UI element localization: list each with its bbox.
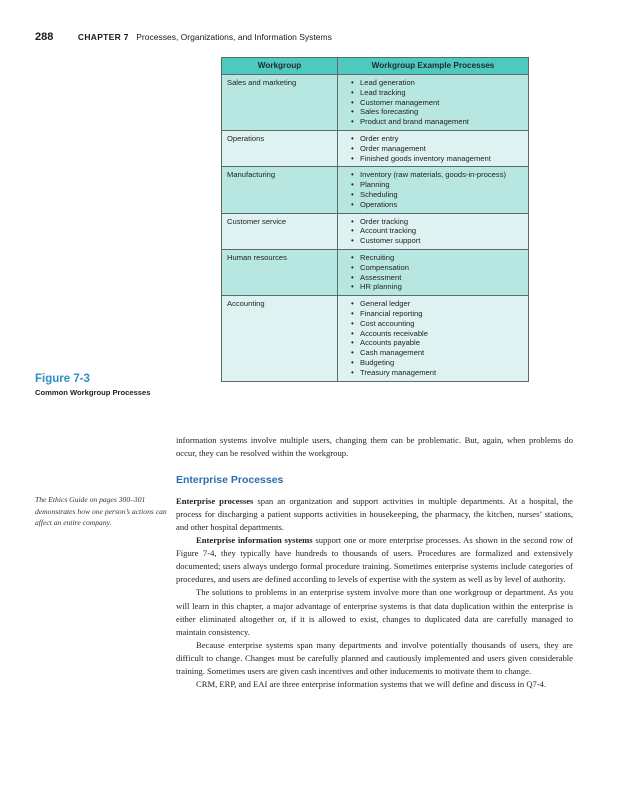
page-header — [35, 31, 332, 43]
process-list — [343, 170, 523, 209]
workgroup-cell: Human resources — [222, 249, 338, 295]
paragraph-crm-erp-eai: CRM, ERP, and EAI are three enterprise information systems that we will define and discuss in Q7-4. — [196, 678, 547, 689]
process-list — [343, 134, 523, 163]
paragraph-change: Because enterprise systems span many departments and involve potentially thousands of users, they are difficult to change. Changes must be carefully planned and cautiously implemented and users given considerable training. Sometimes users are given cash incentives and other inducements to motivate them to change. — [176, 639, 573, 676]
process-item: • Accounts receivable — [352, 329, 523, 339]
process-item: • Recruiting — [352, 253, 523, 263]
table-body — [222, 75, 529, 382]
figure-label: Figure 7-3 — [35, 373, 90, 385]
paragraph-text: span an organization and support activities in multiple departments. At a hospital, the process for discharging a patient supports activities in housekeeping, the pharmacy, the kitchen, nurses’ stations, and other hospital departments. — [176, 496, 573, 533]
process-item: • Customer support — [352, 236, 523, 246]
process-item: • Planning — [352, 180, 523, 190]
processes-cell — [338, 167, 529, 213]
process-item: • General ledger — [352, 299, 523, 309]
workgroup-cell: Accounting — [222, 296, 338, 381]
table-row — [222, 213, 529, 249]
process-list — [343, 253, 523, 292]
process-item: • Account tracking — [352, 226, 523, 236]
process-item: • Assessment — [352, 273, 523, 283]
page-number: 288 — [35, 31, 54, 43]
processes-cell — [338, 130, 529, 166]
process-item: • Accounts payable — [352, 338, 523, 348]
chapter-label: CHAPTER 7 — [77, 32, 129, 42]
paragraph-enterprise-is — [176, 534, 573, 586]
workgroup-cell: Operations — [222, 130, 338, 166]
term-enterprise-processes: Enterprise processes — [176, 496, 254, 507]
process-item: • Cash management — [352, 348, 523, 358]
process-list — [343, 217, 523, 246]
process-item: • Inventory (raw materials, goods-in-process) — [352, 170, 523, 180]
paragraph-text: support one or more enterprise processes. As shown in the second row of Figure 7-4, they typically have hundreds to thousands of users. Procedures are formalized and extensively documented; users always undergo formal procedure training. Sometimes enterprise systems include categories of procedures, and users are defined according to levels of expertise with the system as well as by level of authority. — [176, 535, 573, 585]
process-item: • Product and brand management — [352, 117, 523, 127]
table-header-row — [222, 58, 529, 75]
term-enterprise-information-systems: Enterprise information systems — [196, 535, 313, 546]
workgroup-processes-table — [221, 57, 529, 382]
paragraph-enterprise-processes — [176, 495, 573, 534]
process-list — [343, 78, 523, 127]
ethics-guide-margin-note: The Ethics Guide on pages 300–301 demonstrates how one person’s actions can affect an entire company. — [35, 495, 167, 527]
process-item: • Financial reporting — [352, 309, 523, 319]
process-item: • Operations — [352, 200, 523, 210]
processes-cell — [338, 213, 529, 249]
column-header-workgroup: Workgroup — [222, 58, 338, 75]
intro-paragraph: information systems involve multiple users, changing them can be problematic. But, again, when problems do occur, they can be resolved within the workgroup. — [176, 435, 573, 459]
section-heading: Enterprise Processes — [176, 474, 284, 487]
process-list — [343, 299, 523, 377]
workgroup-cell: Customer service — [222, 213, 338, 249]
column-header-processes: Workgroup Example Processes — [338, 58, 529, 75]
processes-cell — [338, 75, 529, 131]
process-item: • Compensation — [352, 263, 523, 273]
process-item: • HR planning — [352, 282, 523, 292]
process-item: • Cost accounting — [352, 319, 523, 329]
paragraph-solutions: The solutions to problems in an enterprise system involve more than one workgroup or department. As you will learn in this chapter, a major advantage of enterprise systems is that data duplication within the enterprise is either eliminated altogether or, if it is allowed to exist, changes to duplicated data are carefully managed to maintain consistency. — [176, 587, 573, 637]
process-item: • Order management — [352, 144, 523, 154]
process-item: • Treasury management — [352, 368, 523, 378]
table-row — [222, 249, 529, 295]
process-item: • Order entry — [352, 134, 523, 144]
process-item: • Finished goods inventory management — [352, 154, 523, 164]
process-item: • Scheduling — [352, 190, 523, 200]
process-item: • Budgeting — [352, 358, 523, 368]
process-item: • Sales forecasting — [352, 107, 523, 117]
processes-cell — [338, 296, 529, 381]
table-row — [222, 130, 529, 166]
processes-cell — [338, 249, 529, 295]
chapter-title: Processes, Organizations, and Information Systems — [136, 32, 332, 42]
workgroup-cell: Sales and marketing — [222, 75, 338, 131]
table-row — [222, 167, 529, 213]
process-item: • Lead generation — [352, 78, 523, 88]
table-row — [222, 75, 529, 131]
process-item: • Lead tracking — [352, 88, 523, 98]
body-text — [176, 434, 573, 691]
figure-caption: Common Workgroup Processes — [35, 388, 151, 397]
process-item: • Customer management — [352, 98, 523, 108]
process-item: • Order tracking — [352, 217, 523, 227]
table-row — [222, 296, 529, 381]
workgroup-cell: Manufacturing — [222, 167, 338, 213]
